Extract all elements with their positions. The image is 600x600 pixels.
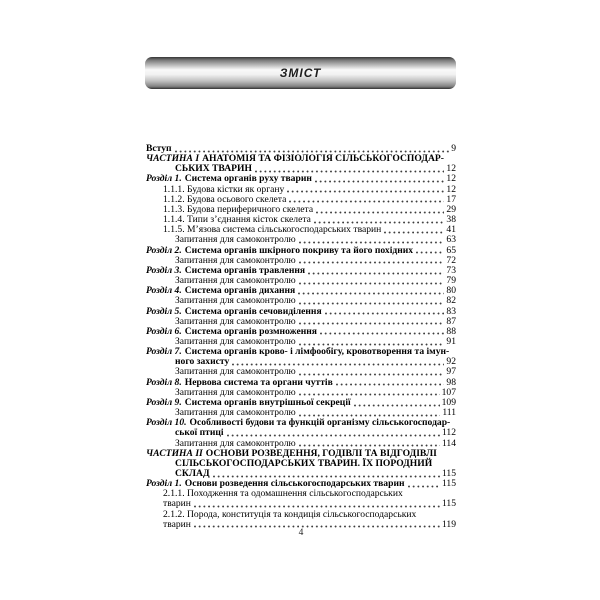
toc-entry-prefix: Розділ 6. bbox=[146, 325, 182, 337]
dot-leader bbox=[299, 282, 445, 285]
toc-entry-page: 91 bbox=[446, 335, 456, 347]
toc-entry-title: ного захисту bbox=[175, 356, 230, 368]
toc-entry-title: Запитання для самоконтролю bbox=[175, 315, 296, 327]
toc-entry-page: 114 bbox=[441, 437, 456, 449]
toc-entry bbox=[146, 510, 456, 520]
toc-entry-title: тварин bbox=[163, 518, 191, 530]
toc-entry-title: 1.1.4. Типи з’єднання кісток скелета bbox=[163, 214, 311, 226]
toc-entry-page: 41 bbox=[446, 224, 456, 236]
dot-leader bbox=[299, 261, 445, 264]
dot-leader bbox=[299, 302, 445, 305]
dot-leader bbox=[408, 485, 440, 488]
toc-entry bbox=[146, 428, 456, 438]
toc-entry-prefix: Розділ 3. bbox=[146, 264, 182, 276]
dot-leader bbox=[315, 180, 445, 183]
dot-leader bbox=[298, 292, 444, 295]
dot-leader bbox=[354, 404, 440, 407]
dot-leader bbox=[299, 393, 440, 396]
toc-entry-page: 63 bbox=[446, 234, 456, 246]
toc-entry-title: тварин bbox=[163, 498, 191, 510]
toc-entry-title: 2.1.1. Походження та одомашнення сільськогосподарських bbox=[163, 488, 403, 500]
toc-entry-title: Нервова система та органи чуттів bbox=[184, 376, 333, 388]
toc-entry-page: 111 bbox=[442, 407, 456, 419]
dot-leader bbox=[299, 241, 445, 244]
toc-entry-title: Основи розведення сільськогосподарських тварин bbox=[184, 478, 405, 490]
toc-entry-page: 12 bbox=[446, 173, 456, 185]
dot-leader bbox=[316, 211, 444, 214]
toc-entry-title: Система органів шкірного покриву та його похідних bbox=[184, 244, 414, 256]
toc-entry-page: 109 bbox=[441, 396, 456, 408]
dot-leader bbox=[336, 383, 445, 386]
toc-entry-title: СКЛАД bbox=[175, 468, 210, 479]
dot-leader bbox=[299, 322, 445, 325]
toc-entry-prefix: Розділ 5. bbox=[146, 305, 182, 317]
contents-header-bar bbox=[145, 57, 456, 89]
toc-entry-page: 12 bbox=[446, 163, 456, 175]
toc-entry-title: Особливості будови та функцій організму сільськогосподар- bbox=[189, 417, 451, 429]
toc-entry-page: 115 bbox=[441, 468, 456, 479]
toc-entry-page: 98 bbox=[446, 376, 456, 388]
page-title: ЗМІСТ bbox=[279, 66, 322, 80]
dot-leader bbox=[287, 190, 444, 193]
toc-entry-title: Система органів крово- і лімфообігу, кровотворення та імун- bbox=[184, 346, 450, 358]
toc-entry-page: 87 bbox=[446, 315, 456, 327]
toc-entry-prefix: Розділ 4. bbox=[146, 285, 182, 297]
toc-entry-page: 29 bbox=[446, 203, 456, 215]
toc-entry-page: 79 bbox=[446, 275, 456, 287]
toc-entry-title: Запитання для самоконтролю bbox=[175, 335, 296, 347]
dot-leader bbox=[384, 231, 444, 234]
toc-entry-prefix: ЧАСТИНА II bbox=[146, 447, 203, 459]
toc-entry-title: Запитання для самоконтролю bbox=[175, 295, 296, 307]
toc-entry-title: 1.1.5. М’язова система сільськогосподарських тварин bbox=[163, 224, 382, 236]
toc-entry-prefix: Розділ 9. bbox=[146, 396, 182, 408]
toc-entry-page: 80 bbox=[446, 285, 456, 297]
toc-entry-prefix: Розділ 7. bbox=[146, 346, 182, 358]
toc-entry-prefix: Розділ 10. bbox=[146, 417, 187, 429]
dot-leader bbox=[416, 251, 444, 254]
toc-entry-title: СІЛЬСЬКОГОСПОДАРСЬКИХ ТВАРИН. ЇХ ПОРОДНИЙ bbox=[175, 457, 433, 469]
footer-page-number: 4 bbox=[298, 528, 304, 538]
toc-entry-title: АНАТОМІЯ ТА ФІЗІОЛОГІЯ СІЛЬСЬКОГОСПОДАР- bbox=[202, 153, 444, 165]
toc-entry-page: 82 bbox=[446, 295, 456, 307]
toc-entry-title: 1.1.3. Будова периферичного скелета bbox=[163, 203, 314, 215]
toc-entry-title: Запитання для самоконтролю bbox=[175, 366, 296, 378]
toc-entry-title: Система органів розмноження bbox=[184, 325, 317, 337]
toc-entry-page: 92 bbox=[446, 356, 456, 368]
dot-leader bbox=[299, 373, 445, 376]
toc-entry-title: 1.1.2. Будова осьового скелета bbox=[163, 193, 287, 205]
dot-leader bbox=[320, 332, 444, 335]
toc-entry-page: 65 bbox=[446, 244, 456, 256]
toc-entry-page: 112 bbox=[441, 427, 456, 439]
toc-entry-page: 115 bbox=[441, 498, 456, 510]
toc-entry-prefix: Розділ 2. bbox=[146, 244, 182, 256]
toc-entry-title: ОСНОВИ РОЗВЕДЕННЯ, ГОДІВЛІ ТА ВІДГОДІВЛІ bbox=[205, 447, 437, 459]
toc-entry-prefix: Розділ 1. bbox=[146, 478, 182, 490]
toc-entry-title: СЬКИХ ТВАРИН bbox=[175, 163, 252, 175]
toc-entry-title: 2.1.2. Порода, конституція та кондиція сільськогосподарських bbox=[163, 508, 417, 520]
toc-entry-prefix: Розділ 8. bbox=[146, 376, 182, 388]
toc-entry-title: Запитання для самоконтролю bbox=[175, 275, 296, 287]
toc-entry-page: 97 bbox=[446, 366, 456, 378]
dot-leader bbox=[289, 200, 444, 203]
toc-entry-prefix: ЧАСТИНА I bbox=[146, 153, 200, 165]
toc-entry-page: 17 bbox=[446, 193, 456, 205]
toc-entry-title: Система органів дихання bbox=[184, 285, 296, 297]
dot-leader bbox=[299, 444, 440, 447]
dot-leader bbox=[308, 272, 444, 275]
toc-entry-title: Система органів травлення bbox=[184, 264, 306, 276]
toc-entry-title: 1.1.1. Будова кістки як органу bbox=[163, 183, 285, 195]
toc-entry-title: ської птиці bbox=[175, 427, 224, 439]
toc-entry-title: Система органів внутрішньої секреції bbox=[184, 396, 351, 408]
toc-entry-page: 115 bbox=[441, 478, 456, 490]
toc-entry-page: 73 bbox=[446, 264, 456, 276]
toc-entry bbox=[146, 489, 456, 499]
toc-entry-page: 12 bbox=[446, 183, 456, 195]
toc-entry-title: Запитання для самоконтролю bbox=[175, 437, 296, 449]
toc-entry-page: 38 bbox=[446, 214, 456, 226]
toc-entry-page: 83 bbox=[446, 305, 456, 317]
toc-entry-title: Запитання для самоконтролю bbox=[175, 254, 296, 266]
toc-entry-title: Вступ bbox=[146, 143, 172, 154]
toc-entry-prefix: Розділ 1. bbox=[146, 173, 182, 185]
toc-entry-title: Система органів сечовиділення bbox=[184, 305, 322, 317]
toc-entry-title: Система органів руху тварин bbox=[184, 173, 312, 185]
dot-leader bbox=[227, 434, 440, 437]
toc-entry-title: Запитання для самоконтролю bbox=[175, 234, 296, 246]
dot-leader bbox=[325, 312, 445, 315]
toc-entry-page: 119 bbox=[441, 518, 456, 530]
toc-entry-page: 88 bbox=[446, 325, 456, 337]
toc-entry-page: 72 bbox=[446, 254, 456, 266]
dot-leader bbox=[194, 505, 440, 508]
toc-entry-page: 107 bbox=[441, 386, 456, 398]
toc-entry-title: Запитання для самоконтролю bbox=[175, 386, 296, 398]
toc-list bbox=[146, 144, 456, 530]
toc-entry-title: Запитання для самоконтролю bbox=[175, 407, 296, 419]
toc-entry bbox=[146, 296, 456, 306]
toc-entry-page: 9 bbox=[451, 143, 456, 154]
